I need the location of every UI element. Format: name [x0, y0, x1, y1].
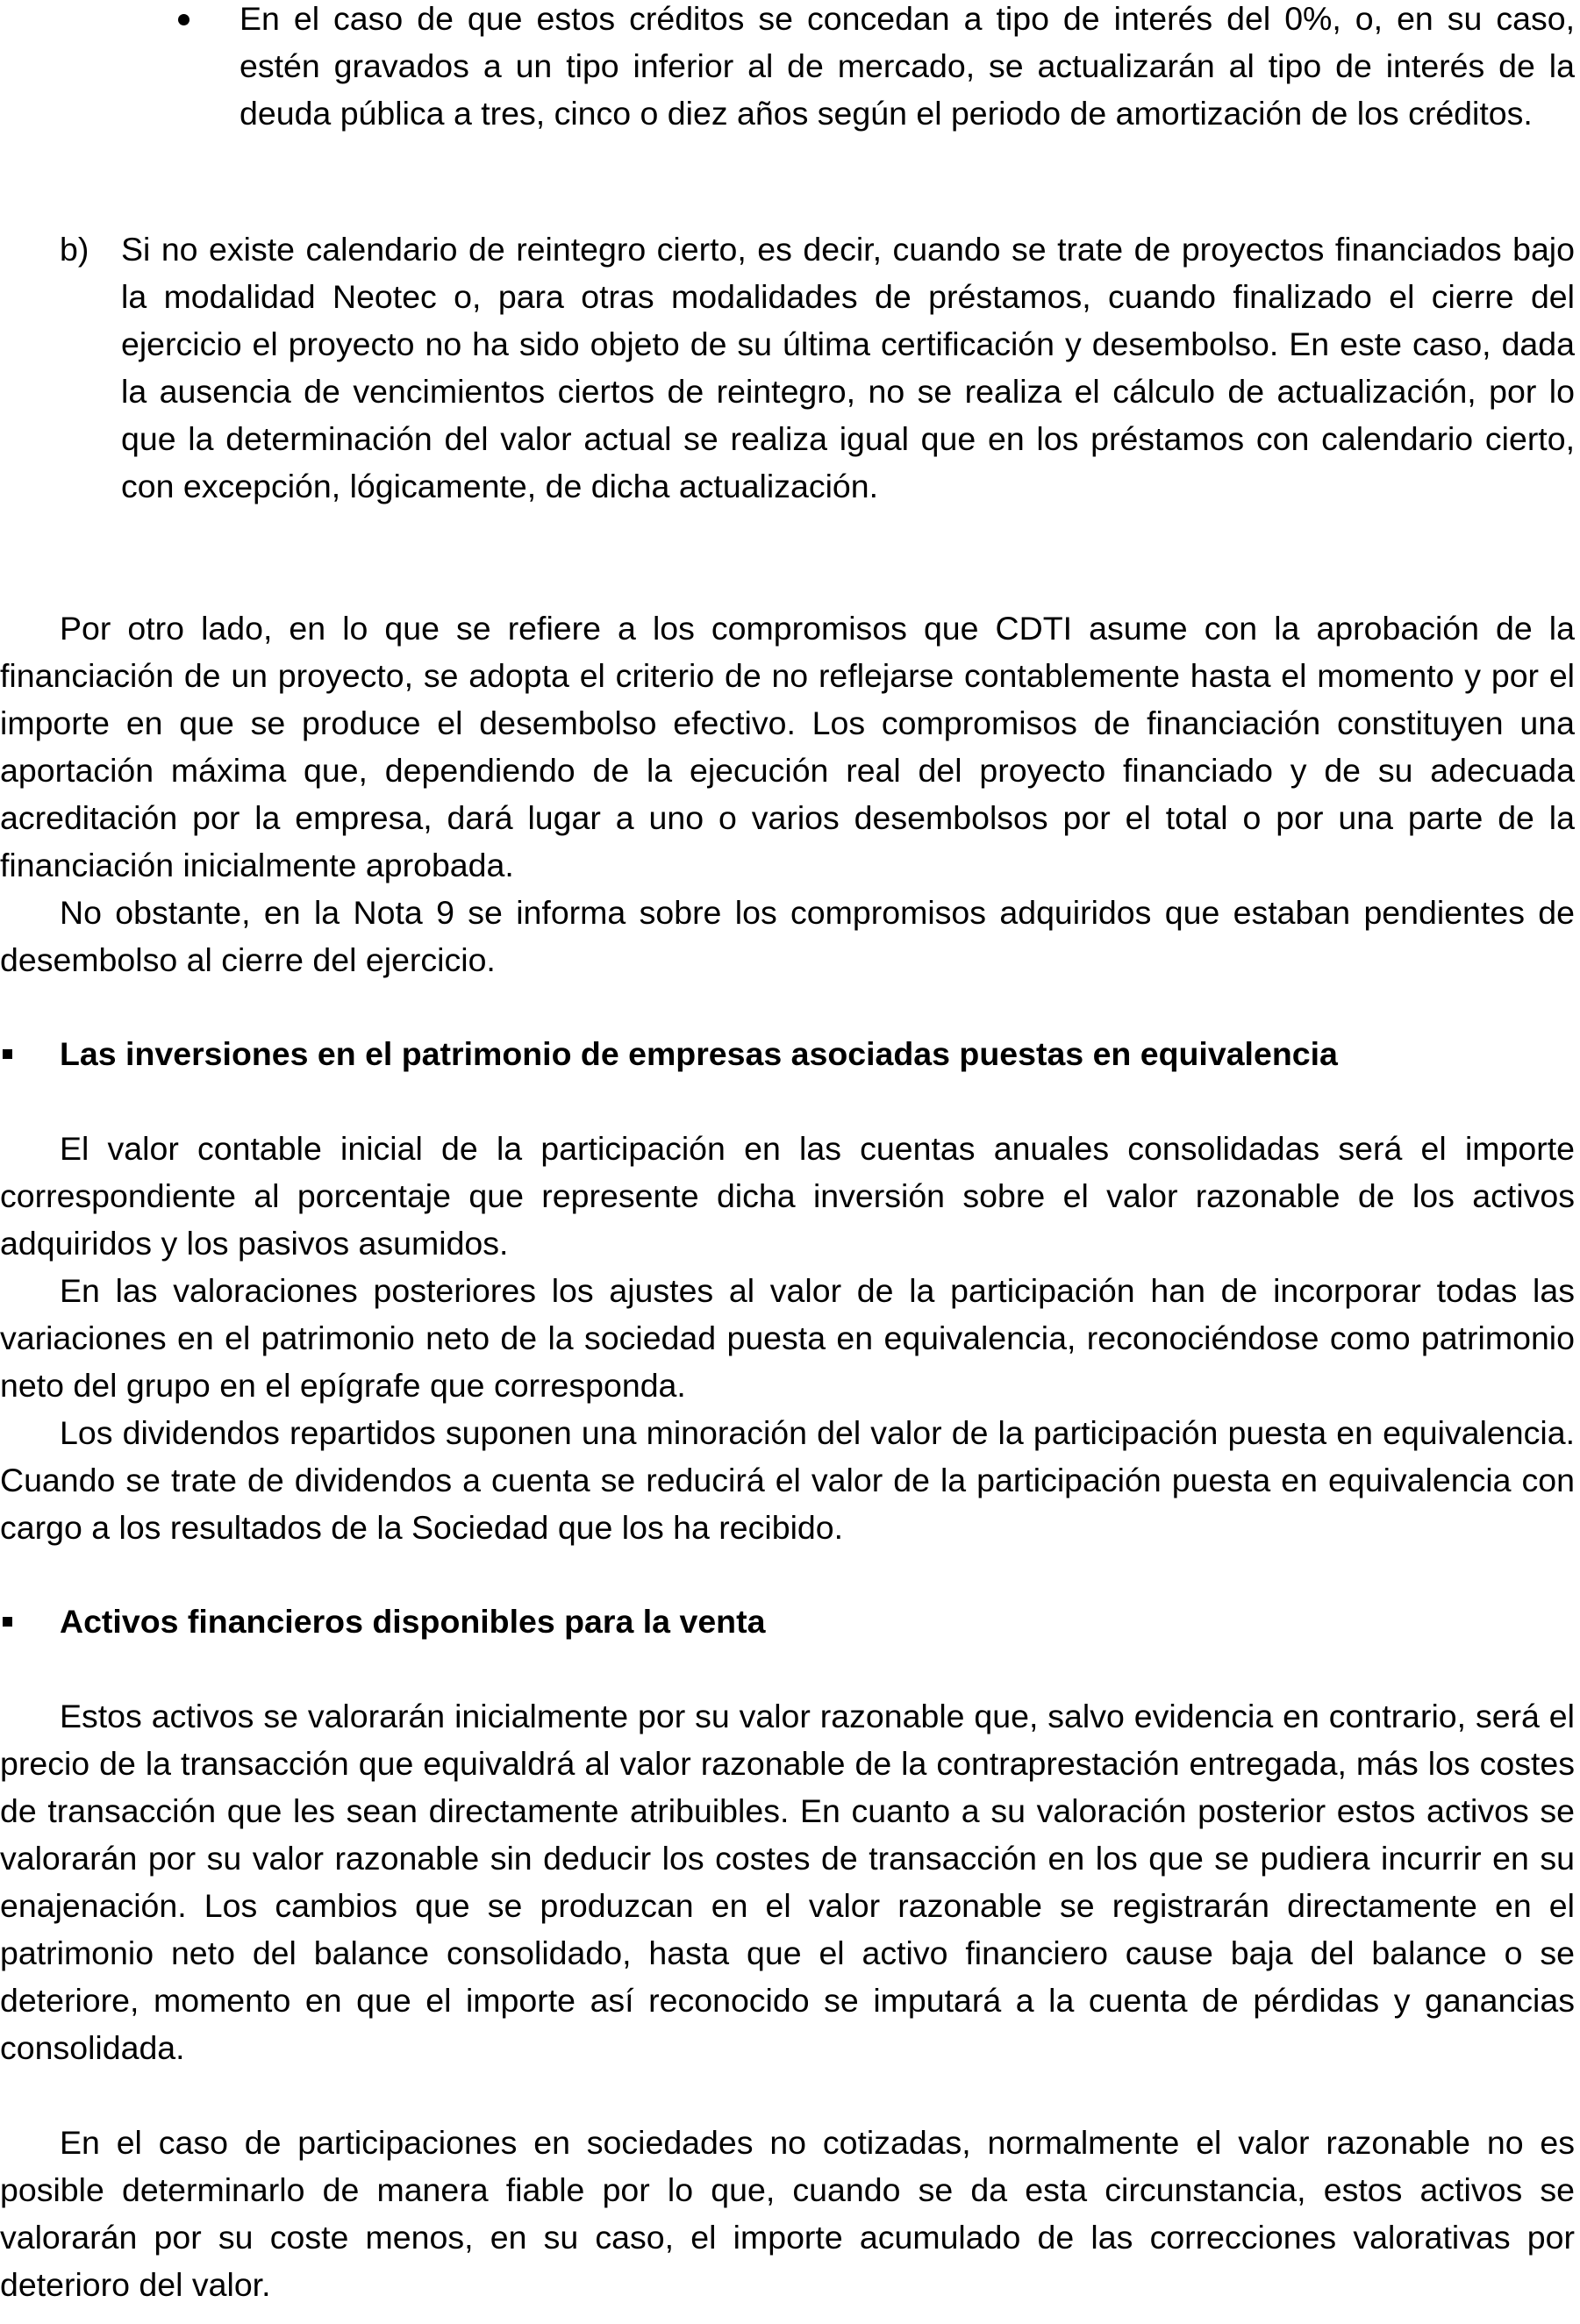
paragraph: Los dividendos repartidos suponen una minoración del valor de la participación puesta en equivalencia. Cuando se trate de dividendos a cuenta se reducirá el valor de la participación puesta en equivalencia con cargo a los resultados de la Sociedad que los ha recibido. — [0, 1414, 1575, 1546]
square-bullet-icon — [3, 1049, 12, 1059]
section-heading: Las inversiones en el patrimonio de empresas asociadas puestas en equivalencia — [60, 1035, 1338, 1072]
paragraph: En el caso de participaciones en sociedades no cotizadas, normalmente el valor razonable no es posible determinarlo de manera fiable por lo que, cuando se da esta circunstancia, estos activos se valorarán por su coste menos, en su caso, el importe acumulado de las correcciones valorativas por deterioro del valor. — [0, 2124, 1575, 2303]
paragraph: En las valoraciones posteriores los ajustes al valor de la participación han de incorporar todas las variaciones en el patrimonio neto de la sociedad puesta en equivalencia, reconociéndose como patrimonio neto del grupo en el epígrafe que corresponda. — [0, 1272, 1575, 1404]
square-bullet-icon — [3, 1617, 12, 1627]
section-heading: Activos financieros disponibles para la venta — [60, 1603, 766, 1640]
paragraph: No obstante, en la Nota 9 se informa sobre los compromisos adquiridos que estaban pendientes de desembolso al cierre del ejercicio. — [0, 894, 1575, 978]
list-item-label: b) — [60, 231, 89, 268]
paragraph: El valor contable inicial de la participación en las cuentas anuales consolidadas será el importe correspondiente al porcentaje que represente dicha inversión sobre el valor razonable de los activos adquiridos y los pasivos asumidos. — [0, 1130, 1575, 1262]
paragraph: Por otro lado, en lo que se refiere a los compromisos que CDTI asume con la aprobación de la financiación de un proyecto, se adopta el criterio de no reflejarse contablemente hasta el momento y por el importe en que se produce el desembolso efectivo. Los compromisos de financiación constituyen una aportación máxima que, dependiendo de la ejecución real del proyecto financiado y de su adecuada acreditación por la empresa, dará lugar a uno o varios desembolsos por el total o por una parte de la financiación inicialmente aprobada. — [0, 610, 1575, 883]
bullet-item-text: En el caso de que estos créditos se concedan a tipo de interés del 0%, o, en su caso, estén gravados a un tipo inferior al de mercado, se actualizarán al tipo de interés de la deuda pública a tres, cinco o diez años según el periodo de amortización de los créditos. — [240, 0, 1575, 132]
list-item-text: Si no existe calendario de reintegro cierto, es decir, cuando se trate de proyectos financiados bajo la modalidad Neotec o, para otras modalidades de préstamos, cuando finalizado el cierre del ejercicio el proyecto no ha sido objeto de su última certificación y desembolso. En este caso, dada la ausencia de vencimientos ciertos de reintegro, no se realiza el cálculo de actualización, por lo que la determinación del valor actual se realiza igual que en los préstamos con calendario cierto, con excepción, lógicamente, de dicha actualización. — [121, 231, 1575, 504]
bullet-icon — [178, 14, 189, 25]
paragraph: Estos activos se valorarán inicialmente por su valor razonable que, salvo evidencia en contrario, será el precio de la transacción que equivaldrá al valor razonable de la contraprestación entregada, más los costes de transacción que les sean directamente atribuibles. En cuanto a su valoración posterior estos activos se valorarán por su valor razonable sin deducir los costes de transacción en los que se pudiera incurrir en su enajenación. Los cambios que se produzcan en el valor razonable se registrarán directamente en el patrimonio neto del balance consolidado, hasta que el activo financiero cause baja del balance o se deteriore, momento en que el importe así reconocido se imputará a la cuenta de pérdidas y ganancias consolidada. — [0, 1698, 1575, 2066]
